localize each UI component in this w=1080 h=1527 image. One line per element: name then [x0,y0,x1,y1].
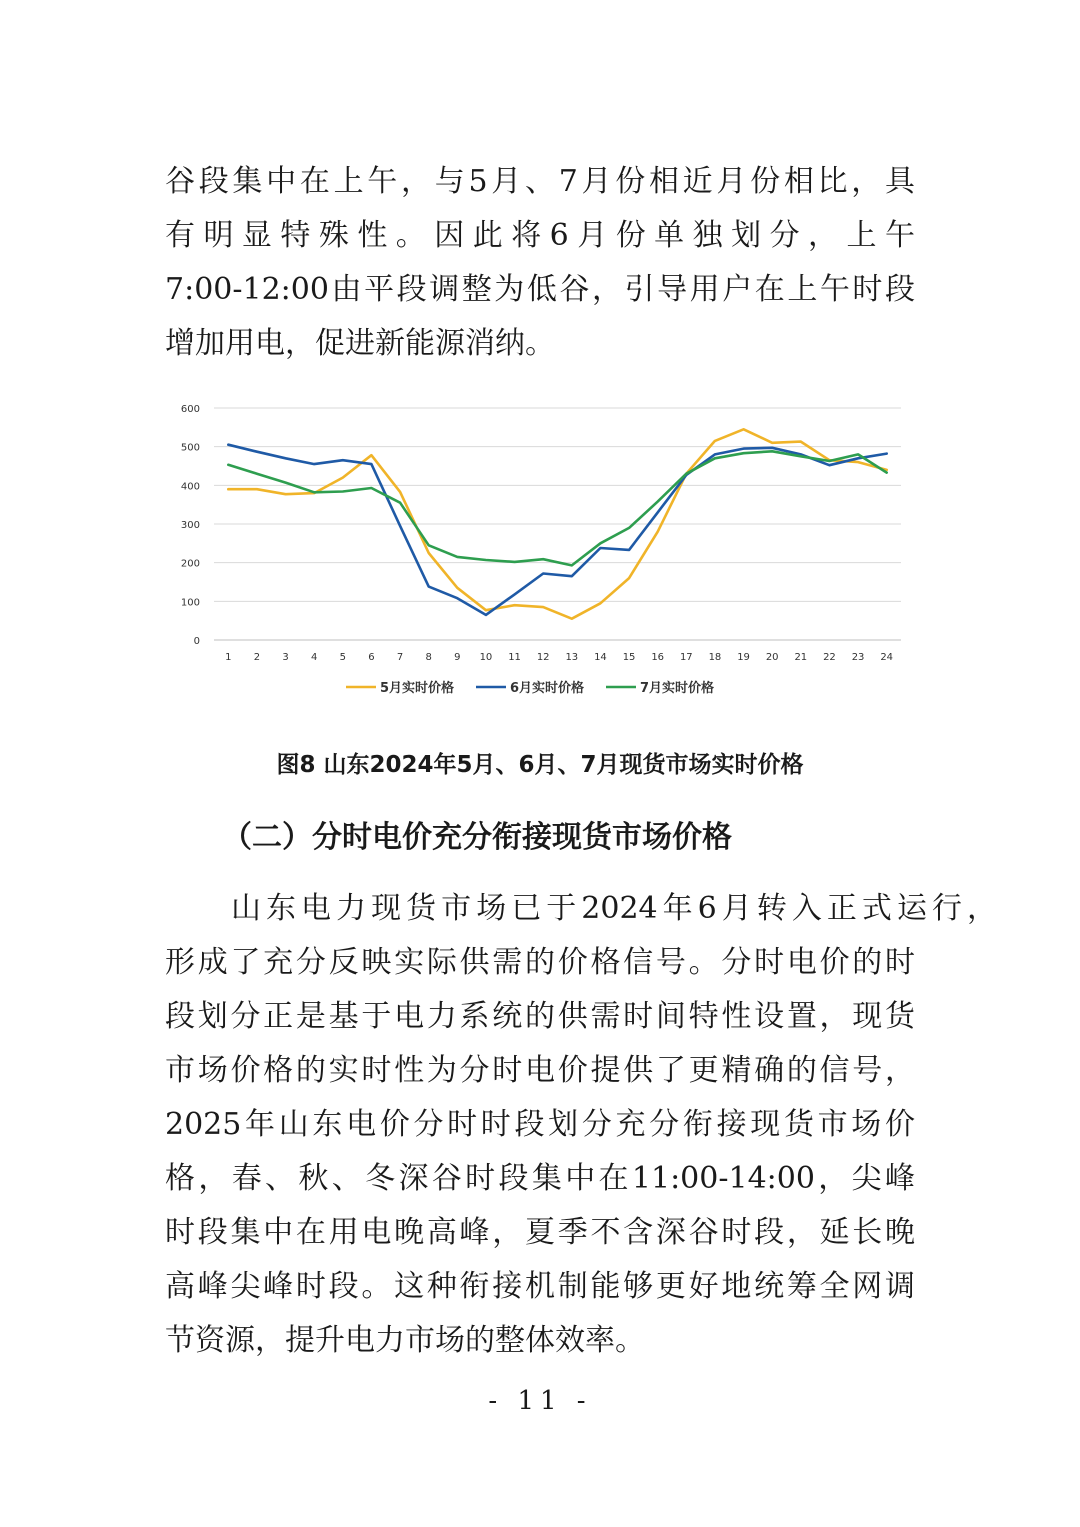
paragraph-2-line: 形成了充分反映实际供需的价格信号。分时电价的时 [165,945,915,980]
legend-label: 6月实时价格 [510,681,585,696]
figure-caption: 图8 山东2024年5月、6月、7月现货市场实时价格 [276,752,804,778]
legend-label: 5月实时价格 [380,681,455,696]
paragraph-1-line: 有明显特殊性。因此将6月份单独划分，上午 [165,218,915,253]
legend-label: 7月实时价格 [640,681,715,696]
series-line [228,445,886,615]
x-tick-label: 8 [425,652,432,663]
paragraph-2-line: 时段集中在用电晚高峰，夏季不含深谷时段，延长晚 [165,1215,915,1250]
x-tick-label: 19 [737,652,750,663]
y-tick-label: 600 [180,404,200,415]
paragraph-1-line: 谷段集中在上午，与5月、7月份相近月份相比，具 [165,164,915,199]
x-tick-label: 3 [282,652,289,663]
paragraph-2-line: 格，春、秋、冬深谷时段集中在11:00-14:00，尖峰 [165,1161,915,1196]
x-tick-label: 16 [651,652,665,663]
y-tick-label: 500 [180,442,200,454]
x-tick-label: 18 [708,652,722,663]
price-line-chart [160,390,920,710]
x-tick-label: 1 [225,652,232,663]
x-tick-label: 21 [794,652,808,663]
paragraph-2-line: 高峰尖峰时段。这种衔接机制能够更好地统筹全网调 [165,1269,915,1304]
paragraph-1 [165,155,915,371]
paragraph-2-line: 段划分正是基于电力系统的供需时间特性设置，现货 [165,999,915,1034]
x-tick-label: 12 [536,652,550,663]
x-tick-label: 14 [594,652,607,663]
paragraph-2-line: 节资源，提升电力市场的整体效率。 [165,1323,645,1358]
paragraph-2-line: 2025年山东电价分时时段划分充分衔接现货市场价 [165,1107,915,1142]
x-tick-label: 11 [508,652,521,663]
y-tick-label: 0 [193,636,200,647]
x-tick-label: 17 [679,652,693,663]
x-axis-ticks [225,652,893,663]
paragraph-1-line: 增加用电，促进新能源消纳。 [165,326,555,361]
page-number: - 11 - [488,1386,592,1416]
x-tick-label: 2 [253,652,261,663]
y-tick-label: 200 [180,558,200,570]
y-tick-label: 400 [180,481,200,493]
x-tick-label: 24 [880,652,894,663]
x-tick-label: 9 [454,652,461,663]
x-tick-label: 5 [339,652,346,663]
x-tick-label: 7 [396,652,404,663]
x-tick-label: 15 [622,652,636,663]
section-heading: （二）分时电价充分衔接现货市场价格 [222,820,732,855]
x-tick-label: 10 [479,652,493,663]
x-tick-label: 6 [368,652,375,663]
chart-legend [346,680,714,696]
x-tick-label: 13 [565,652,579,663]
paragraph-2-line: 市场价格的实时性为分时电价提供了更精确的信号， [165,1053,915,1088]
y-tick-label: 100 [180,597,200,609]
paragraph-2 [165,882,997,1368]
series-line [228,451,886,565]
x-tick-label: 4 [311,652,318,663]
x-tick-label: 23 [851,652,865,663]
y-axis-ticks [181,404,200,647]
y-tick-label: 300 [180,520,200,531]
paragraph-2-line: 山东电力现货市场已于2024年6月转入正式运行， [231,891,997,926]
x-tick-label: 20 [765,652,779,663]
paragraph-1-line: 7:00-12:00由平段调整为低谷，引导用户在上午时段 [165,272,915,307]
x-tick-label: 22 [823,652,836,663]
